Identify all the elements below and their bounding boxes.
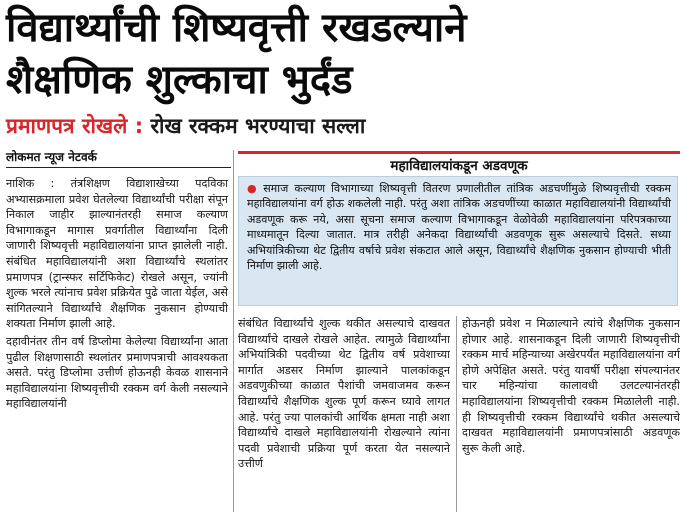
- article-column-middle: [238, 316, 450, 512]
- article-column-left: [6, 176, 228, 510]
- byline-rule: [6, 167, 231, 168]
- sidebar-box-rule: [238, 151, 680, 154]
- article-column-right: [462, 316, 680, 512]
- subheadline-highlight: प्रमाणपत्र रोखले :: [6, 114, 144, 138]
- article-paragraph: नाशिक : तंत्रशिक्षण विद्याशाखेच्या पदविका अभ्यासक्रमाला प्रवेश घेतलेल्या विद्यार्थ्यांची परीक्षा संपून निकाल जाहीर झाल्यानंतरही समाज कल्याण विभागाकडून मागास प्रवर्गातील विद्यार्थ्यांना दिली जाणारी शिष्यवृत्ती महाविद्यालयांना प्राप्त झालेली नाही. संबंधित महाविद्यालयांनी अशा विद्यार्थ्यांचे स्थलांतर प्रमाणपत्र (ट्रान्स्फर सर्टिफिकेट) रोखले असून, ज्यांनी शुल्क भरले त्यांनाच प्रवेश प्रक्रियेत पुढे जाता येईल, असे सांगितल्याने विद्यार्थ्यांचे शैक्षणिक नुकसान होण्याची शक्यता निर्माण झाली आहे.: [6, 177, 228, 331]
- article-paragraph: संबंधित विद्यार्थ्यांचे शुल्क थकीत असल्याचे दाखवत विद्यार्थ्यांचे दाखले रोखले आहेत. त्यामुळे विद्यार्थ्यांना अभियांत्रिकी पदवीच्या थेट द्वितीय वर्ष प्रवेशाच्या मार्गात अडसर निर्माण झाल्याने पालकांकडून अडवणुकीच्या काळात पैशांची जमवाजमव करून विद्यार्थ्यांचे शैक्षणिक शुल्क पूर्ण करून घ्यावे लागत आहे. परंतु ज्या पालकांची आर्थिक क्षमता नाही अशा विद्यार्थ्यांचे दाखले महाविद्यालयांनी रोखल्याने त्यांना पदवी प्रवेशाची प्रक्रिया पूर्ण करता येत नसल्याने उत्तीर्ण: [238, 317, 450, 471]
- headline-line-1: विद्यार्थ्यांची शिष्यवृत्ती रखडल्याने: [6, 5, 467, 51]
- bullet-icon: ●: [247, 182, 260, 195]
- article-paragraph: होऊनही प्रवेश न मिळाल्याने त्यांचे शैक्षणिक नुकसान होणार आहे. शासनाकडून दिली जाणारी शिष्यवृत्तीची रक्कम मार्च महिन्याच्या अखेरपर्यंत महाविद्यालयांना वर्ग होणे अपेक्षित असते. परंतु यावर्षी परीक्षा संपल्यानंतर चार महिन्यांचा कालावधी उलटल्यानंतरही महाविद्यालयांना शिष्यवृत्तीची रक्कम मिळालेली नाही. ही शिष्यवृत्तीची रक्कम विद्यार्थ्यांचे थकीत असल्याचे दाखवत महाविद्यालयांनी प्रमाणपत्रांसाठी अडवणूक सुरू केली आहे.: [462, 317, 680, 455]
- subheadline-text: रोख रक्कम भरण्याचा सल्ला: [150, 114, 366, 138]
- sidebar-box-text: समाज कल्याण विभागाच्या शिष्यवृत्ती वितरण प्रणालीतील तांत्रिक अडचणींमुळे शिष्यवृत्तीची रक्कम महाविद्यालयांना वर्ग होऊ शकलेली नाही. परंतु अशा तांत्रिक अडचणींच्या काळात महाविद्यालयांनी विद्यार्थ्यांची अडवणूक करू नये, असा सूचना समाज कल्याण विभागाकडून वेळोवेळी महाविद्यालयांना परिपत्रकाच्या माध्यमातून दिल्या जातात. मात्र तरीही अनेकदा विद्यार्थ्यांची अडवणूक सुरू असल्याचे दिसते. सध्या अभियांत्रिकीच्या थेट द्वितीय वर्षाचे प्रवेश संकटात आले असून, विद्यार्थ्यांचे शैक्षणिक नुकसान होण्याची भीती निर्माण झाली आहे.: [247, 182, 672, 273]
- byline: लोकमत न्यूज नेटवर्क: [6, 150, 97, 164]
- article-paragraph: दहावीनंतर तीन वर्ष डिप्लोमा केलेल्या विद्यार्थ्यांना आता पुढील शिक्षणासाठी स्थलांतर प्रमाणपत्राची आवश्यकता असते. परंतु डिप्लोमा उत्तीर्ण होऊनही केवळ शासनाने महाविद्यालयांना शिष्यवृत्तीची रक्कम वर्ग केली नसल्याने महाविद्यालयांनी: [6, 334, 228, 411]
- column-divider: [456, 316, 457, 512]
- headline: [6, 2, 682, 106]
- subheadline: [6, 112, 682, 140]
- sidebar-box: [238, 176, 678, 306]
- headline-line-2: शैक्षणिक शुल्काचा भुर्दंड: [6, 57, 353, 103]
- sidebar-box-title: महाविद्यालयांकडून अडवणूक: [390, 158, 528, 174]
- column-divider: [233, 150, 234, 512]
